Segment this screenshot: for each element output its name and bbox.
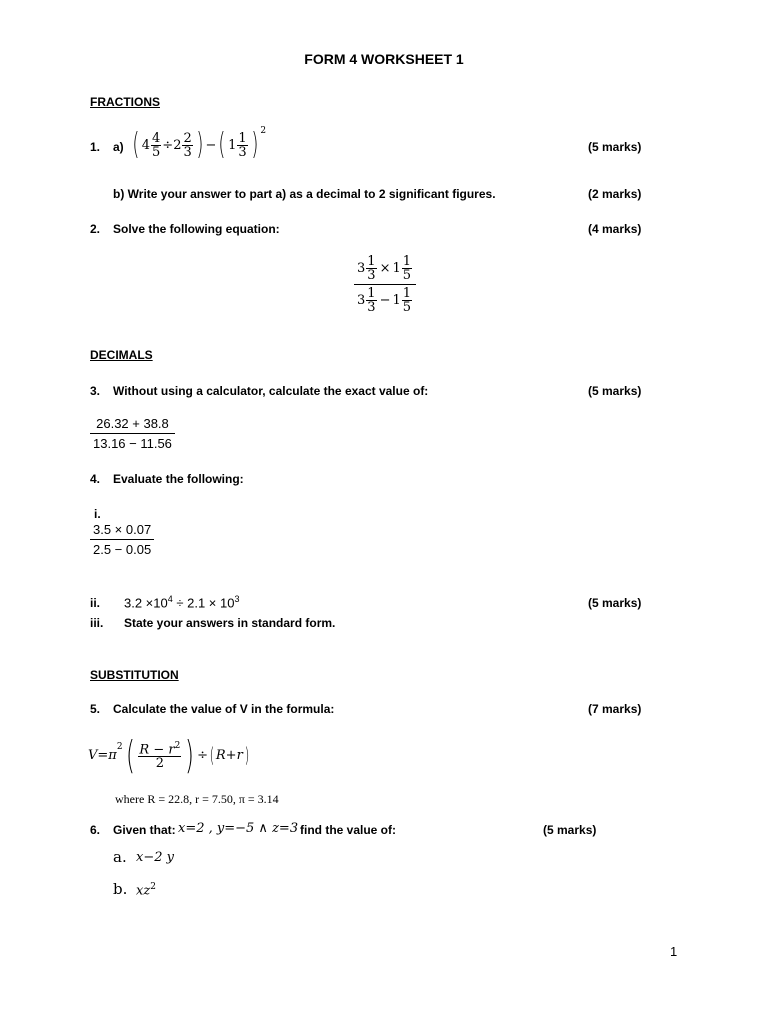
- question-5-number: 5.: [90, 702, 101, 716]
- question-4-ii-expression: $3.2 \times 10^4 \div 2.1 \times 10^3$: [124, 594, 240, 611]
- question-6a-label: a.: [113, 848, 127, 866]
- question-6b-expression: $xz^2$: [136, 882, 156, 899]
- question-3-fraction: $\frac{26.32 + 38.8}{13.16 - 11.56}$: [90, 416, 175, 451]
- question-3-text: Without using a calculator, calculate the exact value of:: [113, 384, 429, 398]
- section-heading-fractions: FRACTIONS: [90, 95, 160, 109]
- question-4-ii-label: ii.: [90, 596, 101, 610]
- question-4-text: Evaluate the following:: [113, 472, 244, 486]
- question-4-iii-label: iii.: [90, 616, 104, 630]
- question-1b-text: b) Write your answer to part a) as a decimal to 2 significant figures.: [113, 187, 496, 201]
- question-4-i-fraction: $\frac{3.5 \times 0.07}{2.5 - 0.05}$: [90, 522, 154, 557]
- page-title: FORM 4 WORKSHEET 1: [304, 51, 464, 67]
- question-6-text-post: find the value of:: [300, 823, 396, 837]
- question-6-condition: x=2 , y=−5 ∧ z=3: [178, 821, 299, 836]
- question-5-text: Calculate the value of V in the formula:: [113, 702, 335, 716]
- question-2-number: 2.: [90, 222, 101, 236]
- question-5-formula: V = π 2 ( $\frac{R - r^2}{2}$ ) ÷ ( R + r ): [88, 733, 250, 777]
- question-1a-label: a): [113, 140, 124, 154]
- section-heading-decimals: DECIMALS: [90, 348, 153, 362]
- question-1b-marks: (2 marks): [588, 187, 642, 201]
- question-6b-label: b.: [113, 880, 128, 898]
- question-6-marks: (5 marks): [543, 823, 597, 837]
- section-heading-substitution: SUBSTITUTION: [90, 668, 179, 682]
- question-2-marks: (4 marks): [588, 222, 642, 236]
- question-4-i-label: i.: [94, 507, 101, 521]
- question-3-marks: (5 marks): [588, 384, 642, 398]
- question-1-number: 1.: [90, 140, 101, 154]
- question-6-text-pre: Given that:: [113, 823, 176, 837]
- question-2-text: Solve the following equation:: [113, 222, 280, 236]
- question-1a-expression: ( 4 $\frac{4}{5}$ ÷ 2 $\frac{2}{3}$ ) − ( 1 $\frac{1}{3}$ ) 2: [132, 126, 267, 162]
- question-6-number: 6.: [90, 823, 101, 837]
- question-4-number: 4.: [90, 472, 101, 486]
- question-4-iii-text: State your answers in standard form.: [124, 616, 336, 630]
- question-5-values: where R = 22.8, r = 7.50, π = 3.14: [115, 792, 279, 806]
- question-4-marks: (5 marks): [588, 596, 642, 610]
- question-1a-marks: (5 marks): [588, 140, 642, 154]
- question-2-expression: 3 $\frac{1}{3}$ × 1 $\frac{1}{5}$ 3 $\frac{1}{3}$ − 1 $\frac{1}{5}$: [354, 255, 416, 314]
- question-6a-expression: x−2 y: [136, 850, 174, 865]
- question-5-marks: (7 marks): [588, 702, 642, 716]
- question-3-number: 3.: [90, 384, 101, 398]
- page-number: 1: [670, 944, 678, 959]
